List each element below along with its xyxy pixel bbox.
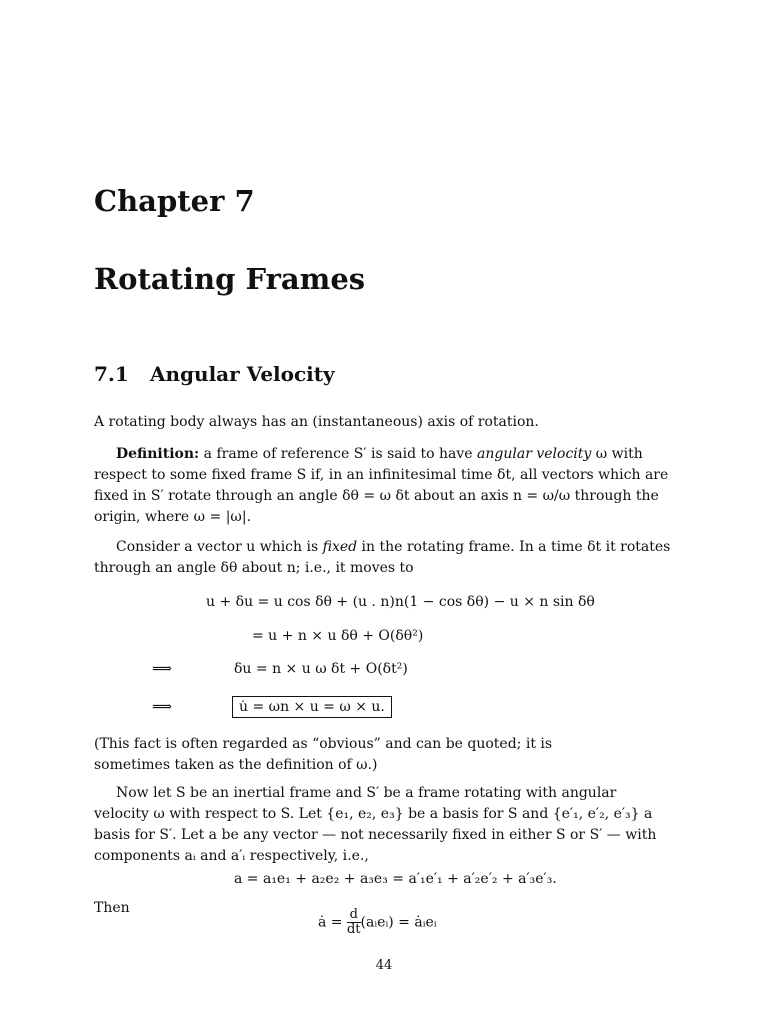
page-number: 44 <box>375 958 393 973</box>
definition-emphasis: angular velocity <box>477 446 592 462</box>
section-title: Angular Velocity <box>150 362 335 386</box>
consider-emphasis: fixed <box>322 539 358 555</box>
derivative-fraction <box>347 908 361 937</box>
chapter-heading: Chapter 7 <box>94 184 255 218</box>
then-text: Then <box>94 900 130 916</box>
intro-paragraph: A rotating body always has an (instantaneous) axis of rotation. <box>94 414 539 430</box>
implies-arrow-1: ⟹ <box>152 661 173 677</box>
equation-3: δu = n × u ω δt + O(δt²) <box>234 661 408 677</box>
definition-text-a: a frame of reference S′ is said to have <box>203 446 473 462</box>
equation-a-components: a = a₁e₁ + a₂e₂ + a₃e₃ = a′₁e′₁ + a′₂e′₂ + a′₃e′₃. <box>234 871 557 887</box>
equation-1: u + δu = u cos δθ + (u . n)n(1 − cos δθ) − u × n sin δθ <box>206 594 595 610</box>
equation-a-derivative <box>318 908 437 937</box>
section-number: 7.1 <box>94 362 129 386</box>
eq-adot-lhs: ȧ = <box>318 914 343 931</box>
section-heading <box>94 362 335 386</box>
consider-paragraph <box>94 537 674 579</box>
obvious-note-paragraph: (This fact is often regarded as “obvious” and can be quoted; it is sometimes taken as the definition of ω.) <box>94 736 553 773</box>
eq-adot-rhs: (aᵢeᵢ) = ȧᵢeᵢ <box>360 914 437 931</box>
fraction-denominator: dt <box>346 922 361 937</box>
equation-2: = u + n × u δθ + O(δθ²) <box>252 628 424 644</box>
consider-text-a: Consider a vector u which is <box>116 539 319 555</box>
consider-text-b: in the rotating frame. In a time δt it rotates through an angle δθ about n; i.e., it moves to <box>94 539 671 576</box>
definition-label: Definition: <box>116 446 200 462</box>
inertial-frame-paragraph: Now let S be an inertial frame and S′ be a frame rotating with angular velocity ω with respect to S. Let {e₁, e₂, e₃} be a basis for S and {e′₁, e′₂, e′₃} a basis for S′. Let a be any vector — not necessarily fixed in either S or S′ — with components aᵢ and a′ᵢ respectively, i.e., <box>94 785 657 864</box>
definition-paragraph <box>94 444 674 528</box>
chapter-title: Rotating Frames <box>94 262 366 296</box>
boxed-equation: u̇ = ωn × u = ω × u. <box>232 696 392 718</box>
fraction-numerator: d <box>347 908 361 923</box>
implies-arrow-2: ⟹ <box>152 699 173 715</box>
definition-text-b: ω with respect to some fixed frame S if, in an infinitesimal time δt, all vectors which are fixed in S′ rotate through an angle δθ = ω δt about an axis n = ω/ω through the origin, where ω = |ω|. <box>94 446 669 525</box>
